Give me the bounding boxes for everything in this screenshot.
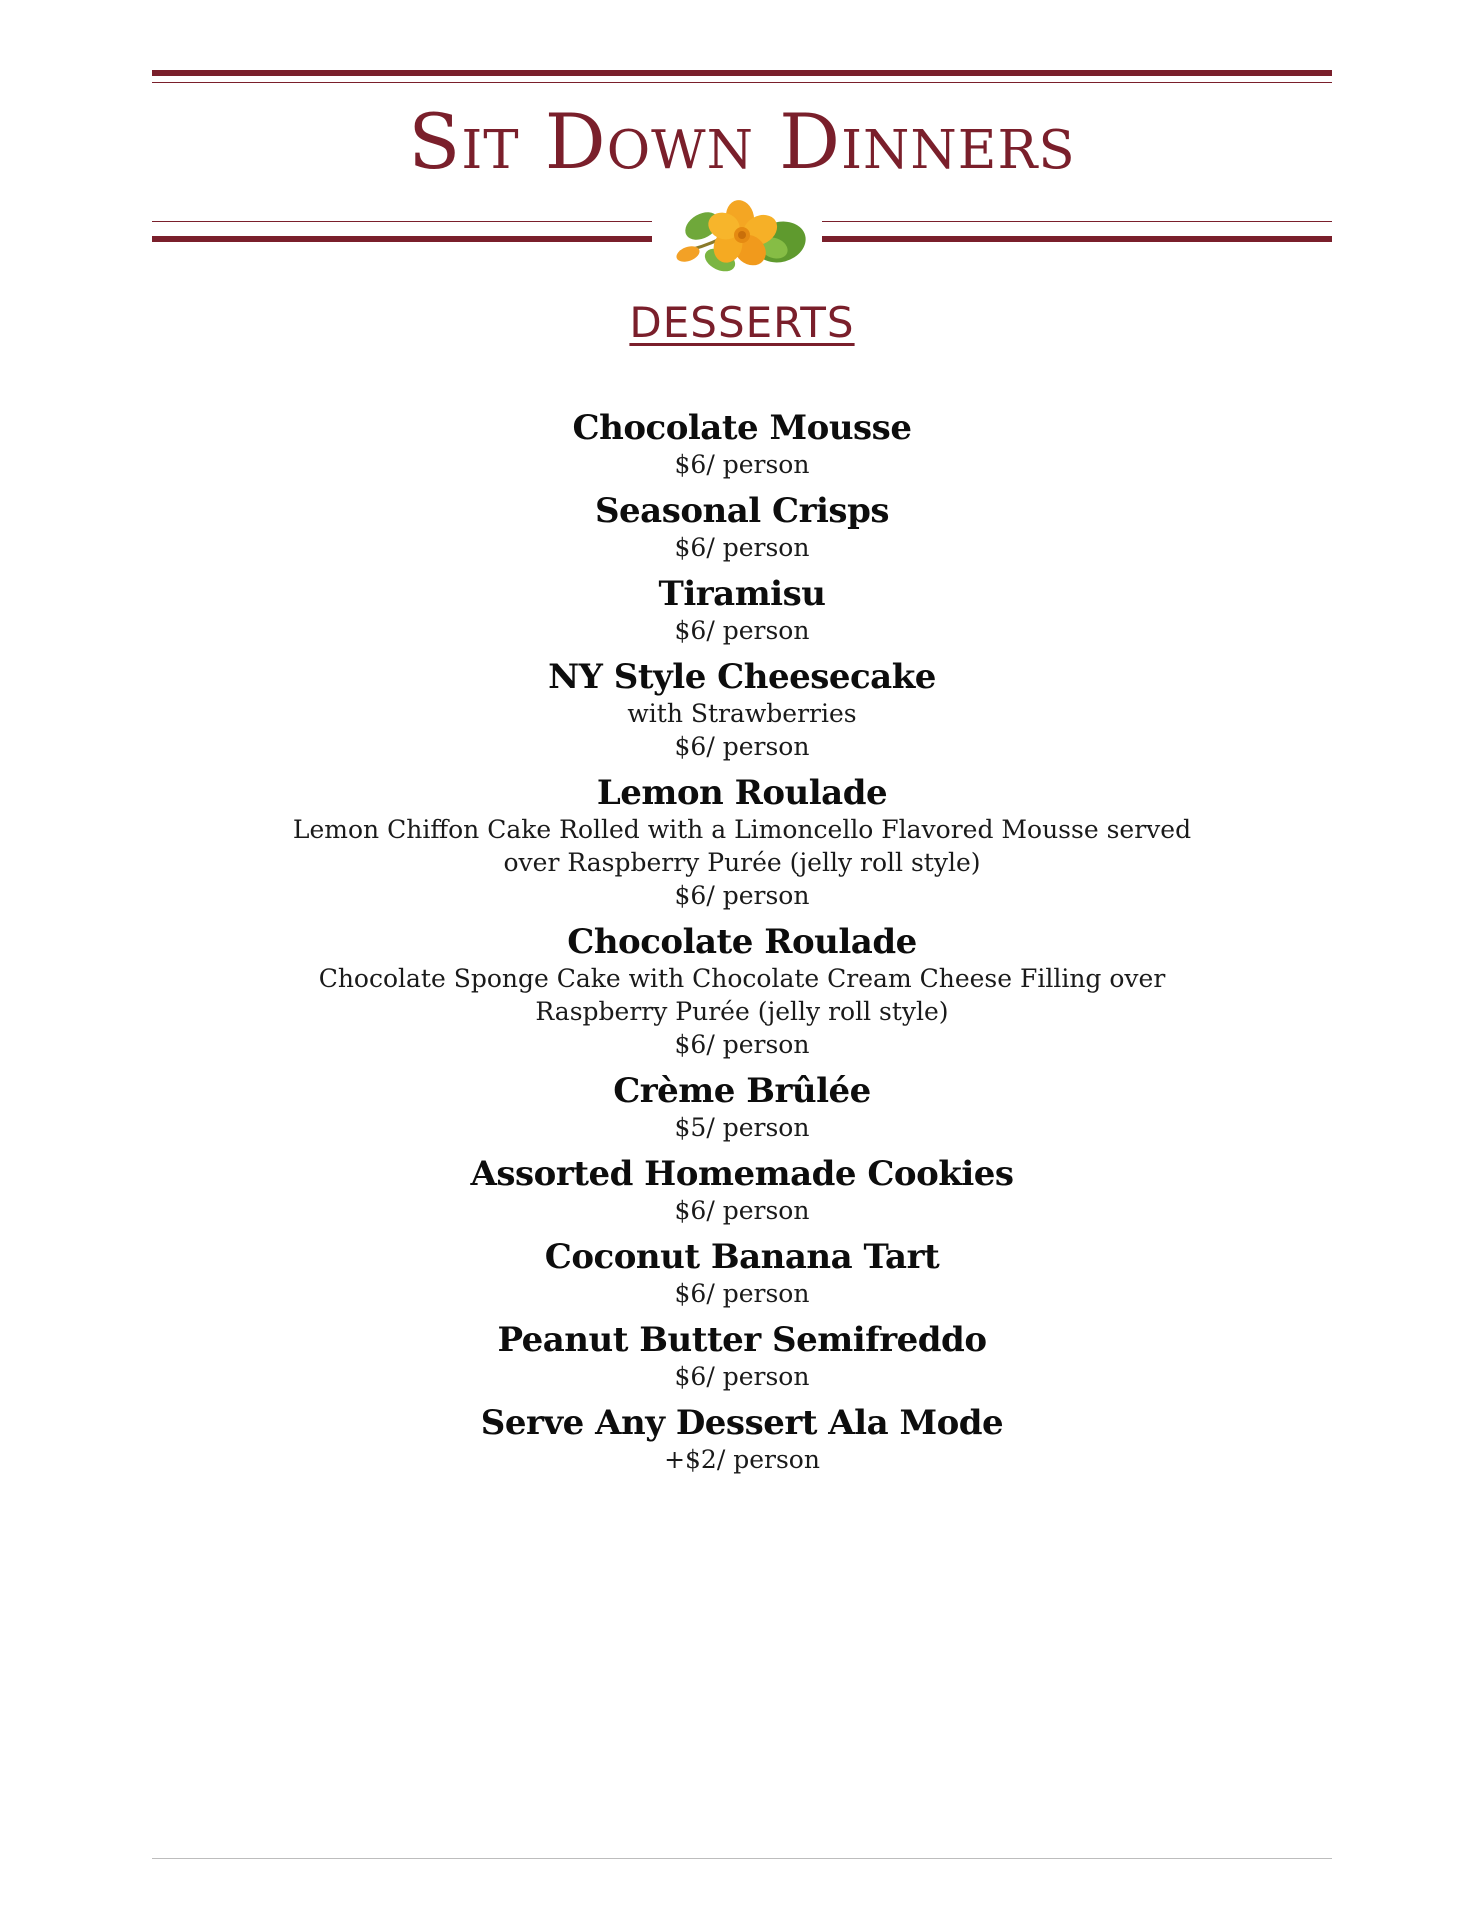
header-left-thick-rule	[152, 236, 652, 242]
menu-item	[0, 1320, 1484, 1393]
menu-item-description: with Strawberries	[627, 699, 857, 728]
menu-item-name: Crème Brûlée	[613, 1071, 871, 1111]
menu-item-price: $5/ person	[674, 1113, 810, 1142]
menu-item-name: Chocolate Mousse	[572, 408, 912, 448]
menu-item-name: Peanut Butter Semifreddo	[497, 1320, 987, 1360]
menu-item	[0, 491, 1484, 564]
section-heading-desserts: DESSERTS	[629, 298, 855, 347]
menu-item	[0, 574, 1484, 647]
header-top-thin-rule	[152, 82, 1332, 83]
menu-item-name: Serve Any Dessert Ala Mode	[480, 1403, 1004, 1443]
menu-item-name: Seasonal Crisps	[595, 491, 889, 531]
dessert-menu-list	[0, 408, 1484, 1486]
menu-item-price: $6/ person	[674, 1362, 810, 1391]
menu-item-price: $6/ person	[674, 881, 810, 910]
menu-item-price: $6/ person	[674, 616, 810, 645]
menu-item-price: +$2/ person	[664, 1445, 820, 1474]
menu-item-name: Tiramisu	[658, 574, 826, 614]
menu-item-price: $6/ person	[674, 1196, 810, 1225]
menu-item-price: $6/ person	[674, 1279, 810, 1308]
menu-item-name: Chocolate Roulade	[567, 922, 917, 962]
menu-item	[0, 1071, 1484, 1144]
menu-item	[0, 1403, 1484, 1476]
squash-blossom-icon	[662, 190, 812, 280]
menu-item	[0, 1154, 1484, 1227]
menu-item-description: Lemon Chiffon Cake Rolled with a Limoncello Flavored Mousse served over Raspberry Purée (jelly roll style)	[292, 815, 1192, 877]
header-right-thick-rule	[822, 236, 1332, 242]
menu-item-name: NY Style Cheesecake	[548, 657, 936, 697]
header-left-thin-rule	[152, 221, 652, 222]
header-top-thick-rule	[152, 70, 1332, 76]
menu-item-description: Chocolate Sponge Cake with Chocolate Cream Cheese Filling over Raspberry Purée (jelly roll style)	[318, 964, 1166, 1026]
menu-item-name: Assorted Homemade Cookies	[470, 1154, 1014, 1194]
menu-item-price: $6/ person	[674, 1030, 810, 1059]
page-title: Sit Down Dinners	[408, 97, 1076, 186]
footer-rule	[152, 1858, 1332, 1859]
menu-item	[0, 922, 1484, 1061]
menu-item	[0, 1237, 1484, 1310]
menu-item	[0, 657, 1484, 763]
menu-item-name: Lemon Roulade	[596, 773, 888, 813]
menu-item-price: $6/ person	[674, 732, 810, 761]
header-right-thin-rule	[822, 221, 1332, 222]
menu-item-name: Coconut Banana Tart	[544, 1237, 940, 1277]
menu-item	[0, 408, 1484, 481]
menu-item-price: $6/ person	[674, 450, 810, 479]
menu-item	[0, 773, 1484, 912]
menu-item-price: $6/ person	[674, 533, 810, 562]
